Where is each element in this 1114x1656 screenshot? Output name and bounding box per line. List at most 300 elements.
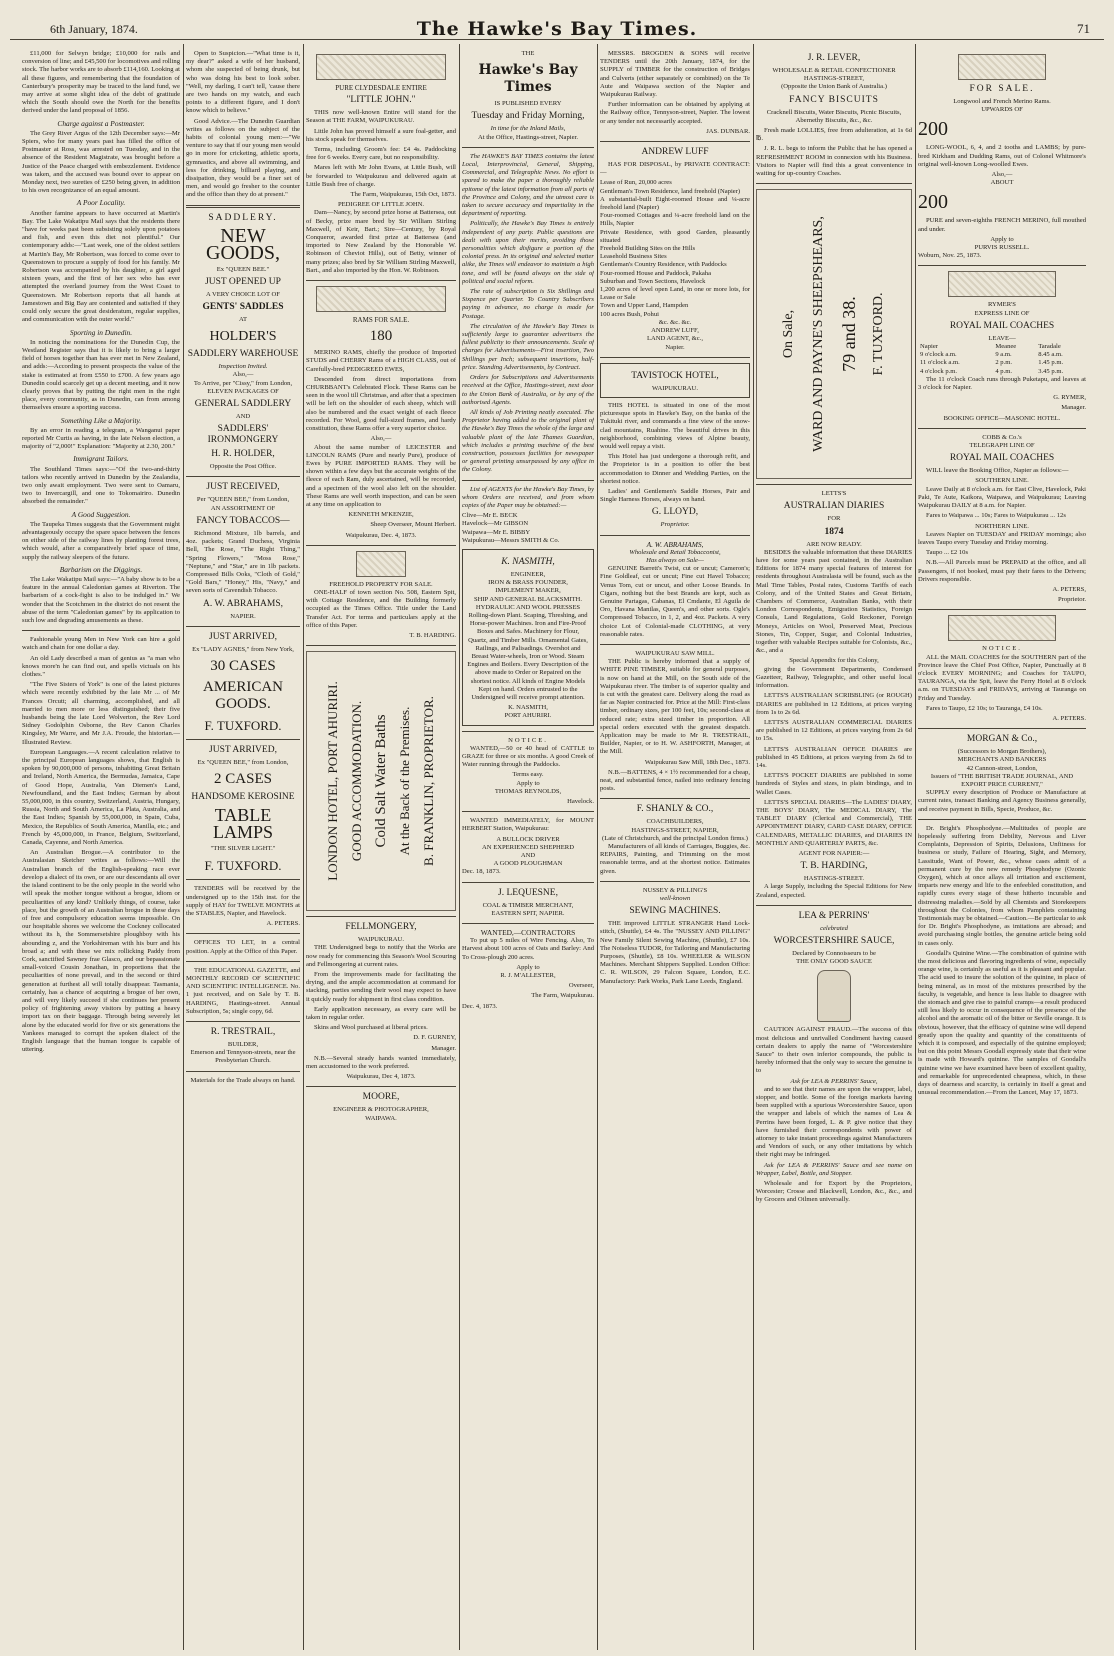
paper-title: Hawke's Bay Times [478,62,578,96]
ad-text: ENGINEER & PHOTOGRAPHER, [333,1106,429,1114]
column-rule [459,44,460,1650]
divider [756,183,912,184]
ad-text: MERINO RAMS, chiefly the produce of Imported STUDS and CHERRY Rams of a HIGH CLASS, out of Carefully-bred PEDIGREED EWES, [306,349,456,373]
news-heading: Sporting in Dunedin. [69,327,133,337]
ad-heading: NUSSEY & PILLING'S [642,886,708,894]
sauce-bottle-icon [817,970,851,1022]
ad-text: WHOLESALE & RETAIL CONFECTIONER [772,67,896,74]
ad-text: giving the Government Departments, Condensed Gazetteer, Railway, Telegraphic, and other useful local information. [756,665,912,690]
ad-signature: A. PETERS. [1052,714,1086,722]
divider [186,739,300,740]
list-item: Lease of Run, 20,000 acres [600,179,672,187]
list-item: LETTS'S POCKET DIARIES are published in some hundreds of Styles and sizes, in plain bindings, and in Wallet Cases. [756,772,912,796]
ad-text: AN ASSORTMENT OF [210,504,276,512]
divider [306,645,456,646]
ad-heading: WAIPUKURAU SAW MILL. [635,649,715,657]
divider [756,484,912,485]
divider [600,644,750,645]
ad-title: WORCESTERSHIRE SAUCE, [773,935,895,946]
ad-signature: B. FRANKLIN, PROPRIETOR. [421,696,436,867]
news-paragraph: "The Five Sisters of York" is one of the latest pictures which were recently exhibited by the late Mr ... of Mr Frances Orcutt; all charming, accomplished, and all married to men more or less distinguished; their five husbands being the late Lord Wolverton, the Rev Lord Sidney Godolphin Osborne, the Rev Canon Charles Kingsley, Mr Warre, and Mr J.A. Froude, the historian.—Illustrated Review. [22,681,180,746]
ad-text: About the same number of LEICESTER and LINCOLN RAMS (Pure and nearly Pure), produce of Ewes by PURE IMPORTED RAMS. They will be shown within a few days but the accurate weights of the fleece of each Ram, duly ascertained, will be recorded, and a specimen of the wool also left on the shoulder. These Rams are well worth inspection, and can be seen at any time on application to [306,443,456,508]
ad-text: BOOKING OFFICE—MASONIC HOTEL. [943,414,1061,422]
ad-title: LEA & PERRINS' [798,910,870,921]
ad-text: BESIDES the valuable information that these DIARIES have for some years past contained, in the Australian Editions for 1874 many special features of interest for residents throughout Australasia will be found, such as the Mail Time Tables, Postal rates, Customs Tariffs of each Colony, and of the United States and Great Britain, Chambers of Commerce, Australian Banks, with their London Correspondents, Emigration Statistics, Foreign Consuls, Land Regulations, Gold Reckoner, Foreign Moneys, Articles on Wool, Preserved Meat, Precious Stones, Tin, Copper, Sugar, and Colonial Industries, together with valuable Recipes suitable for Colonists, &c., &c., and a [756,548,912,655]
news-heading: Barbarism on the Diggings. [59,564,143,574]
list-item: 1,200 acres of level open Land, in one or more lots, for Lease or Sale [600,286,750,302]
news-paragraph: Fashionable young Men in New York can hire a gold watch and chain for one dollar a day. [22,636,180,652]
ad-number: 200 [918,118,948,141]
ad-text: THE Undersigned begs to notify that the Works are now ready for commencing this Season's Wool Scouring and Fellmongering at current rates. [306,944,456,968]
ad-text: Apply to [516,963,540,971]
ad-title: TAVISTOCK HOTEL, [631,370,719,381]
ad-title: F. SHANLY & CO., [636,804,714,815]
column-7 [918,50,1086,1650]
ad-text: Little John has proved himself a sure foal-getter, and his stock speak for themselves. [306,127,456,143]
list-item: Private Residence, with good Garden, pleasantly situated [600,228,750,244]
list-item: Freehold Building Sites on the Hills [600,245,696,253]
ad-signature: F. TUXFORD. [871,292,886,376]
ad-heading: NOTICE. [508,736,548,744]
ad-text: Proprietor. [660,521,690,529]
paper-paragraph: The rate of subscription is Six Shillings and Sixpence per Quarter. To Country Subscribers paying in advance, no charge is made for Postage. [462,288,594,320]
ad-text: PORT AHURIRI. [504,712,552,720]
ad-text: THIS now well-known Entire will stand for the Season at THE FARM, WAIPUKURAU. [306,109,456,125]
ad-text: (Opposite the Union Bank of Australia.) [781,83,887,91]
ad-text: HYDRAULIC AND WOOL PRESSES [475,603,581,611]
ad-heading: RAMS FOR SALE. [352,316,410,325]
divider [600,798,750,799]
paper-paragraph: The HAWKE'S BAY TIMES contains the latest Local, Interprovincial, General, Shipping, Commercial, and Telegraphic News. No effort is spared to make the paper a thoroughly reliable epitome of the latest information from all parts of the Province and Colony, and the utmost care is taken to secure accuracy and impartiality in the department of reporting. [462,152,594,218]
ad-signature: G. RYMER, [1053,394,1086,402]
ad-title: HOLDER'S [209,329,277,345]
sheepshears-text [774,216,894,452]
ad-text: A large Supply, including the Special Editions for New Zealand, expected. [756,883,912,899]
ad-text: Manufacturers of all kinds of Carriages, Buggies, &c. REPAIRS, Painting, and Trimming on the most reasonable terms, and at the shortest notice. Estimates given. [600,843,750,875]
page-number: 71 [1077,21,1090,36]
agent-line: Havelock—Mr GIBSON [462,520,529,528]
news-paragraph: The Grey River Argus of the 12th December says:—Mr Spiers, who for many years past has filled the office of Postmaster at Ross, was arrested on Tuesday, and in the absence of the Resident Magistrate, was brought before a Justice of the Peace charged with embezzlement. Evidence was taken, and the accused was bound over to appear on Monday next, two sureties of £250 being given, in addition to his own recognizance of an equal amount. [22,129,180,195]
ad-text: Manager. [1061,404,1086,412]
ad-title: NEW GOODS, [206,224,280,264]
divider [306,916,456,917]
sheep-engraving [958,54,1046,80]
news-paragraph: In noticing the nominations for the Dunedin Cup, the Westland Register says that it is likely to bring a larger field of horses together than has ever met in New Zealand, and adds:—According to present prospects the value of the stake is estimated at from £550 to £700. A few years ago Dunedin could scarcely get up a decent meeting, and it now clearly proves that by putting the right men in the right place, every community, as in Dunedin, can from among themselves ensure a sporting success. [22,338,180,412]
news-heading: A Poor Locality. [76,198,126,208]
ad-text: To Arrive, per "Cissy," from London, [193,379,293,387]
ad-text: JUST OPENED UP [205,276,281,287]
ad-text: Inspection Invited. [218,363,268,371]
divider [918,265,1086,266]
ad-text: At the Back of the Premises. [397,706,412,856]
list-item: Town and Upper Land, Hampden [600,302,689,310]
ad-text: GENTS' SADDLES [202,302,284,313]
ad-heading: JUST ARRIVED, [209,744,277,755]
ad-signature: JAS. DUNBAR. [706,127,750,135]
ad-text: Rolling-down Plant. Scaping, Threshing, and Horse-power Machines. Iron and Fire-Proof Boxes and Safes. Machinery for Flour, Quartz, and Timber Mills. Ornamental Gates, Railings, and Palisadings. Overshot and Breast Water-wheels, Iron or Wood. Steam Engines and Boilers. Every Description of the above made to Order or Repaired on the shortest notice. All kinds of Engine Models Kept on hand. Orders entrusted to the Undersigned will receive prompt attention. [467,611,589,701]
ad-title: MORGAN & Co., [966,734,1038,745]
paper-paragraph: The circulation of the Hawke's Bay Times is sufficiently large to guarantee advertisers the fullest publicity to their announcements. Scale of charges for Advertisements—First insertion, Two Shillings per Inch; subsequent insertions, half-price. Standing Advertisements, by Contract. [462,322,594,371]
ad-text: THE improved LITTLE STRANGER Hand Lock-stitch, (Shuttle), £4 4s. The "NUSSEY AND PILLING" New Family Silent Sewing Machine, (Shuttle), £7 10s. The Noiseless TUDOR, for Tailoring and Manufacturing Purposes, (Shuttle), £8 10s. WHEELER & WILSON Machines. Merchant Shippers Supplied. London Office: C. R. WILSON, 29 Falcon Square, London, E.C. Manufactory: Park Works, Park Lane Leeds, England. [600,920,750,985]
ad-text: COACHBUILDERS, [646,818,704,826]
ad-signature: T. B. HARDING. [409,631,456,639]
ad-text: IMPLEMENT MAKER, [495,587,561,595]
agent-line: Waipukurau—Messrs SMITH & Co. [462,536,560,544]
ad-text: In time for the Inland Mails, [490,125,566,133]
ad-title: LONDON HOTEL, PORT AHURIRI. [325,681,340,881]
ad-text: IS PUBLISHED EVERY [494,100,562,108]
ad-text: Woburn, Nov. 25, 1873. [918,252,982,260]
list-item: A substantial-built Eight-roomed House and ¼-acre freehold land (Napier) [600,195,750,212]
ad-text: ARE NOW READY. [806,540,862,548]
ad-text: Tuesday and Friday Morning, [471,111,585,122]
ad-text: SHIP AND GENERAL BLACKSMITH. [474,595,582,603]
divider [186,476,300,477]
ad-text: Wholesale and for Export by the Proprietors, Worcester; Crosse and Blackwell, London, &c., &c., and by Grocers and Oilmen universally. [756,1180,912,1204]
divider [462,811,594,812]
ad-number: 1874 [824,526,844,537]
ad-text: MESSRS. BROGDEN & SONS will receive TENDERS until the 20th January, 1874, for the SUPPLY of TIMBER for the construction of Bridges and Culverts (either separately or combined) on the Te Aute and Waipawa section of the Napier and Waipukurau Railway. [600,50,750,99]
ad-heading: JUST ARRIVED, [209,631,277,642]
table-cell: 9 a.m. [995,351,1012,359]
paper-paragraph: Orders for Subscriptions and Advertisements received at the Office, Hastings-street, next door to the Union Bank of Australia, or by any of the authorised Agents. [462,374,594,406]
list-item: Four-roomed House and Paddock, Pakaha [600,269,712,277]
table-row [918,359,1086,367]
table-cell: 4 p.m. [995,367,1013,375]
ad-text: Waipukurau, Dec 4, 1873. [346,1073,416,1081]
ad-title: MOORE, [362,1092,400,1103]
ad-title: WARD AND PAYNE'S SHEEPSHEARS, [811,216,826,453]
ad-text: Overseer, [568,982,594,990]
ad-text: N.B.—Several steady hands wanted immediately, men accustomed to the work preferred. [306,1054,456,1070]
column-rule [303,44,304,1650]
ad-text: TENDERS will be received by the undersigned up to the 15th inst. for the supply of HAY for TWELVE MONTHS at the STABLES, Napier, and Havelock. [186,885,300,917]
ad-text: ELEVEN PACKAGES OF [207,387,279,395]
list-item: LETTS'S SPECIAL DIARIES—The LADIES' DIARY, THE BOYS' DIARY, The MEDICAL DIARY, The TABLET DIARY (Clerical and Commercial), THE APPOINTMENT DIARY, CARD CASE DIARY, OFFICE CALENDARS, METALLIC DIARIES, and DIARIES IN MONTHLY AND QUARTERLY PARTS, &c. [756,798,912,847]
divider [462,147,594,148]
london-hotel-text [321,681,441,880]
table-row [918,351,1086,359]
list-item: LETTS'S AUSTRALIAN SCRIBBLING (or ROUGH) DIARIES are published in 12 Editions, at prices varying from 1s to 2s 6d. [756,692,912,716]
ad-text: Ladies' and Gentlemen's Saddle Horses, Pair and Single Harness Horses, always on hand. [600,487,750,504]
ad-text: HANDSOME KEROSINE [191,792,295,803]
news-paragraph: By an error in reading a telegram, a Wanganui paper reported Mr Curtis as having, in the late Nelson election, a majority of "2,000!" Explanation: "Majority at 2.30, 200." [22,426,180,451]
ad-text: Taupo ... £2 10s [926,549,969,557]
ad-number: 200 [918,191,948,214]
ad-text: Apply to [516,779,540,787]
timetable [918,343,1086,376]
ad-heading: SADDLERY. [208,212,278,223]
divider [600,357,750,358]
ad-text: Proprietor. [1057,596,1086,604]
ad-number: 79 and 38. [839,296,859,372]
paper-paragraph: Politically, the Hawke's Bay Times is entirely independent of any party. Public questions are dealt with upon their merits, avoiding those personalities which disfigure a portion of the colonial press. In its original and selected matter alike, the Times will endeavor to maintain a high tone, and will be found always on the side of political and social reform. [462,220,594,285]
news-paragraph: £11,000 for Selwyn bridge; £10,000 for rails and conversion of line; and £45,500 for locomotives and rolling stock. The harbor works are to absorb £114,160. Looking at all these figures, and remembering that the foundation of Canterbury's prosperity may be traced to the land fund, we may arrive at some slight idea of the debt of gratitude which the South should owe the North for the benefits derived under the land proposal of 1856. [22,50,180,115]
column-5 [600,50,750,1650]
ad-title: 30 CASES [210,657,276,674]
ad-text: The Farm, Waipukurau. [531,992,594,1000]
ad-title: TABLE LAMPS [212,805,274,843]
table-cell: 11 o'clock a.m. [920,359,960,367]
ad-text: Sheep Overseer, Mount Herbert. [370,521,456,529]
ad-text: Richmond Mixture, 1lb barrels, and 4oz. packets; Grand Duchess, Virginia Bell, The Rose, "The Right Thing," "Spring Flowers," "Moss Rose," "Neptune," and "Star," are in 1lb packets. Compressed Bills Ooks, "Cloth of Gold," "Gold Bars," "Honey," His, "Navy," and seven sorts of Cavendish Tobacco. [186,529,300,595]
issue-date: 6th January, 1874. [50,22,138,36]
ad-text: UPWARDS OF [981,106,1023,114]
house-engraving [356,551,406,577]
nasmith-ad [462,549,594,726]
news-paragraph: Open to Suspicion.—"What time is it, my dear?" asked a wife of her husband, whom she suspected of being drunk, but who was doing his best to look sober. "Well, my darling, I can't tell, 'cause there are two hands on my watch, and each points to a different figure, and I don't know which to believe." [186,50,300,115]
ad-text: THE ONLY GOOD SAUCE [796,958,872,966]
table-header: Napier [920,343,938,351]
table-header: Meanee [995,343,1017,351]
column-news [22,50,180,1650]
ad-text: N.B.—All Parcels must be PREPAID at the office, and all Passengers, if not booked, must pay their fares to the Drivers; Drivers responsible. [918,559,1086,583]
ad-text: Leaves Napier on TUESDAY and FRIDAY mornings; also leaves Taupo every Tuesday and Friday morning. [918,530,1086,546]
ad-title: AUSTRALIAN DIARIES [783,501,885,512]
news-paragraph: Another famine appears to have occurred at Martin's Bay. The Lake Wakatipu Mail says that the residents there "have for weeks past been subsisting solely upon potatoes and fish, and even this diet not plentiful." Our contemporary adds:—"Last week, one of the oldest settlers at Martin's Bay, Mr Robertson, was forced to come over to Queenstown to procure a supply of food for his family. Mr Robertson was accompanied by his daughter, a girl aged sixteen years, and the first of her sex who has ever attempted the overland journey from the West Coast to Queenstown. Mr Robertson reports that all hands at Jamestown and Big Bay are contented and satisfied if they could only secure the great desideratum, regular supplies, and communication with the outer world." [22,209,180,324]
ad-text: To put up 5 miles of Wire Fencing. Also, To Harvest about 100 acres of Oats and Barley: And To Cross-plough 200 acres. [462,937,594,961]
column-rule [753,44,754,1650]
ad-heading: NOTICE. [982,645,1022,653]
ad-heading: LETTS'S [821,490,847,498]
ad-title: ANDREW LUFF [641,147,709,158]
divider [918,819,1086,820]
ad-text: Mares left with Mr John Evans, at Little Bush, will be forwarded to Waipukurau and delivered again at Little Bush free of charge. [306,164,456,188]
horse-engraving [316,54,446,80]
masthead [10,20,1104,40]
ad-signature: F. TUXFORD. [204,717,282,733]
ad-signature: KENNETH M'KENZIE, [348,511,414,519]
ad-heading: JUST RECEIVED, [206,482,280,493]
ad-heading: WANTED,—CONTRACTORS [480,928,576,938]
ad-text: and to see that their names are upon the wrapper, label, stopper, and bottle. Some of the foreign markets having been supplied with a spurious Worcestershire Sauce, upon the wrapper and labels of which the names of Lea & Perrins have been forged, L. & P. give notice that they have furnished their correspondents with power of attorney to take instant proceedings against Manufacturers and Vendors of such, or any other imitations by which their right may be infringed. [756,1085,912,1159]
ad-signature: A. PETERS. [266,920,300,928]
news-paragraph: The Lake Wakatipu Mail says:—"A baby show is to be a feature in the annual Caledonian games at Riverton. The barbarism of a cock-fight is also to be indulged in." We wonder that the Scotchmen in the district do not resent the abuse of the term "Caledonian games" by its application to such low and degrading amusements as these. [22,575,180,624]
ad-text: N.B.—BATTENS, 4 × 1½ recommended for a cheap, neat, and substantial fence, nailed into ordinary fencing posts. [600,768,750,793]
ad-number: 180 [369,328,393,345]
column-6 [756,50,912,1650]
ad-title: SEWING MACHINES. [629,906,721,917]
ad-text: ABOUT [990,179,1014,187]
ad-text: Longwool and French Merino Rams. [953,98,1051,105]
ad-text: Apply to [990,235,1014,243]
ad-text: Waipukurau Saw Mill, 18th Dec., 1873. [644,758,750,766]
table-cell: 4 o'clock p.m. [920,367,958,375]
ad-heading: COBB & Co.'s [982,433,1022,441]
ad-text: SOUTHERN LINE. [975,477,1029,485]
ad-text: Fares to Waipawa ... 10s; Fares to Waipukurau ... 12s [926,512,1066,520]
sheepshears-ad [756,189,912,479]
table-cell: 3.45 p.m. [1038,367,1064,375]
paper-paragraph: All kinds of Job Printing neatly executed. The Proprietor having added to the original plant of the Hawke's Bay Times the whole of the large and valuable plant of the late Thames Guardian, which includes a printing machine of the best construction, possesses facilities for newspaper or general printing unsurpassed by any office in the Colony. [462,408,594,474]
ad-title: AMERICAN GOODS. [202,678,283,712]
divider [22,630,180,631]
ad-text: AN EXPERIENCED SHEPHERD [482,843,574,851]
ad-title: R. TRESTRAIL, [210,1026,276,1037]
ad-signature: A. PETERS, [1052,585,1086,593]
ad-text: From the improvements made for facilitating the drying, and the ample accommodation at command for stacking, parties sending their wool may expect to have it quickly ready for shipment in first class condition. [306,970,456,1003]
news-paragraph: The Southland Times says:—"Of the two-and-thirty tailors who recently arrived in Dunedin by the Zealandia, two only await employment. Two were sent to Oamaru, two to Invercargill, and one to Tokomairiro. Dunedin absorbed the remainder." [22,465,180,506]
coach-engraving [948,271,1056,297]
ad-signature: R. J. M'ALLESTER, [500,972,556,980]
ad-text: "THE SILVER LIGHT." [210,845,276,853]
ad-title: FANCY BISCUITS [789,94,879,105]
ad-text: AND [520,852,536,860]
ad-text: Early application necessary, as every care will be taken in regular order. [306,1005,456,1021]
list-item: Gentleman's Country Residence, with Paddocks [600,261,727,269]
london-hotel-ad [306,651,456,911]
divider [186,205,300,208]
list-item: Leasehold Business Sites [600,253,667,261]
ad-text: Also,— [991,171,1013,179]
list-item: &c. &c. &c. [658,318,692,326]
ad-text: BUILDER, [227,1040,259,1048]
ad-text: Dec. 18, 1873. [462,868,501,876]
ad-text: WAIPAWA. [365,1114,397,1122]
news-heading: Something Like a Majority. [60,415,142,425]
ad-signature: T. B. HARDING, [800,861,868,872]
ad-text: (Successors to Morgan Brothers), [957,748,1047,756]
ad-text: Terms, including Groom's fee: £4 4s. Paddocking free for 6 weeks. Every care, but no responsibility. [306,146,456,162]
news-heading: A Good Suggestion. [71,509,131,519]
divider [186,933,300,934]
divider [306,545,456,546]
ad-text: Ask for LEA & PERRINS' Sauce and see name on Wrapper, Label, Bottle, and Stopper. [756,1161,912,1177]
divider [600,141,750,142]
ad-text: Ex "QUEEN BEE." [216,265,270,273]
column-rule [597,44,598,1650]
ad-title: FELLMONGERY, [345,922,417,933]
ad-text: FOR [827,515,841,523]
ad-text: The 11 o'clock Coach runs through Puketapu, and leaves at 3 o'clock for Napier. [918,375,1086,392]
ad-text: TELEGRAPH LINE OF [969,442,1035,450]
ad-text: Fares to Taupo, £2 10s; to Tauranga, £4 10s. [926,704,1043,712]
ad-text: AT [238,316,248,324]
ad-text: Havelock. [567,798,594,806]
ram-engraving [316,286,446,312]
ad-text: PURE and seven-eighths FRENCH MERINO, full mouthed and under. [918,217,1086,233]
ad-text: HASTINGS-STREET, [803,75,865,83]
ad-text: WAIPUKURAU. [652,384,698,392]
divider [462,731,594,732]
ad-text: At the Office, Hastings-street, Napier. [477,133,579,141]
ad-signature: ANDREW LUFF, [651,327,699,335]
ad-title: "LITTLE JOHN." [346,95,416,106]
ad-text: Has always on Sale— [646,556,704,564]
ad-text: A VERY CHOICE LOT OF [206,290,280,298]
ad-text: Ask for LEA & PERRINS' Sauce, [790,1077,878,1085]
tavistock-banner [600,363,750,398]
ad-title: ROYAL MAIL COACHES [949,320,1055,331]
list-item: LETTS'S AUSTRALIAN COMMERCIAL DIARIES are published in 12 Editions, at prices varying from 2s 6d to 15s. [756,718,912,743]
ad-text: WANTED IMMEDIATELY, for MOUNT HERBERT Station, Waipukurau: [462,817,594,833]
ad-text: ONE-HALF of town section No. 508, Eastern Spit, with Cottage Residence, and the Building formerly occupied as the Times Office. Title under the Land Transfer Act. For terms and particulars apply at the office of this Paper. [306,588,456,629]
ad-text: ALL the MAIL COACHES for the SOUTHERN part of the Province leave the Chief Post Office, Napier, Punctually at 8 o'clock EVERY MORNING; and Coaches for TAUPO, TAURANGA, via the Spit, leave the Ferry Hotel at 8 o'clock a.m. on TUESDAYS and FRIDAYS, arriving at Tauranga on Friday and Tuesday. [918,653,1086,702]
divider [306,280,456,281]
ad-text: Further information can be obtained by applying at the Railway office, Tennyson-street, Napier. The lowest or any tender not necessarily accepted. [600,101,750,125]
ad-text: Also,— [232,371,254,379]
news-paragraph: European Languages.—A recent calculation relative to the principal European languages shows, that English is spoken by 90,000,000 of persons, inhabiting Great Britain and Ireland, North America, the Bermudas, Jamaica, Cape of Good Hope, Australia, Van Diemen's Land, Newfoundland, and the East Indies; German by about 55,000,000, in this country, Switzerland, Austria, Hungary, Russia, North and South America, La Plata, Australia, and the East Indies; Spanish by 55,000,000, in Spain, Cuba, Mexico, the Republics of South America, Manilla, etc.; and French by 45,000,000, in France, Belgium, Switzerland, Canada, Cayenne, and North America. [22,748,180,847]
ad-text: Waipukurau, Dec. 4, 1873. [345,531,417,539]
ad-heading: RYMER'S [988,301,1016,309]
ad-text: Skins and Wool purchased at liberal prices. [314,1024,428,1032]
ad-text: ENGINEER, [510,570,546,578]
ad-title: K. NASMITH, [501,556,555,567]
agents-heading: List of AGENTS for the Hawke's Bay Times, by whom Orders are received, and from whom copies of the Paper may be obtained:— [462,485,594,509]
newspaper-title: The Hawke's Bay Times. [416,18,698,40]
ad-text: GENERAL SADDLERY [194,399,292,410]
list-item: Four-roomed Cottages and ¼-acre freehold land on the Hills, Napier [600,212,750,228]
ad-text: WANTED,—50 or 40 head of CATTLE to GRAZE for three or six months. A good Creek of Water running through the Paddocks. [462,744,594,769]
ad-signature: G. LLOYD, [651,507,699,518]
ad-heading: FOR SALE. [969,84,1035,94]
table-cell: 9 o'clock a.m. [920,351,957,359]
ad-text: THE [521,50,535,57]
ad-text: MERCHANTS AND BANKERS [957,756,1047,764]
table-header: Taradale [1038,343,1061,351]
ad-text: A GOOD PLOUGHMAN [493,860,563,868]
ad-text: Ex "QUEEN BEE," from London, [197,758,289,766]
news-paragraph: An old Lady described a man of genius as "a man who knows more'n he can find out, and spells victuals on his clothes." [22,654,180,679]
table-cell: 2 p.m. [995,359,1013,367]
divider [186,1071,300,1072]
ad-text: AGENT FOR NAPIER:— [798,849,870,857]
column-3 [306,50,456,1650]
ad-text: SADDLERS' IRONMONGERY [207,424,279,446]
ad-text: CAUTION AGAINST FRAUD.—The success of this most delicious and unrivalled Condiment having caused certain dealers to apply the name of "Worcestershire Sauce" to their own inferior compounds, the public is hereby informed that the only way to secure the genuine is to [756,1026,912,1075]
ad-title: SADDLERY WAREHOUSE [187,349,299,360]
divider [918,428,1086,429]
ad-text: The Farm, Waipukurau, 15th Oct, 1873. [350,191,456,199]
ad-text: well-known [659,895,691,903]
list-item: Suburban and Town Sections, Havelock [600,277,706,285]
ad-text: Leave Daily at 8 o'clock a.m. for East Clive, Havelock, Paki Paki, Te Aute, Kaikora, Waipawa, and Waipukurau; Leaving Waipukurau DAILY at 8 a.m. for Napier. [918,485,1086,510]
column-rule [183,44,184,1650]
ad-text: GOOD ACCOMMODATION. [349,700,364,862]
ad-text: THE EDUCATIONAL GAZETTE, and MONTHLY RECORD OF SCIENTIFIC AND SCIENTIFIC INTELLIGENCE. No. 1 just received, and on Sale by T. B. HARDING, Hastings-street. Annual Subscription, 5s; single copy, 6d. [186,966,300,1015]
news-paragraph: An Australian Brogue.—A contributor to the Australasian Sketcher writes as follows:—Will the Australian branch of the English-speaking race ever develop a dialect of its own, or are our descendants all over the island continent to be the only people in the world who will speak the mother tongue without a brogue, idiom or peculiarities of any kind? Unlikely things, of course, take place, but the growth of an Australian brogue in these days of free and compulsory education seems impossible. On our hospitable shores we welcome the Cockney collocated without its h, the Sommersetshire ploughboy with his abounding z, and the Yorkshireman with his burr and his broad a; and with these we mix rollicking Paddy from Cork, sanctified Sawney frae Glasco, and our bepassionate small-voiced Cousin Jonathan, in proportions that the peculiarities of none prevail, and in the second or third generation at furthest all will totally disappear. Tasmania, certainly, has a chance of acquiring a brogue of her own, and will very likely succeed if she continues her present policy of frightening away visitors by putting a heavy import tax on their baggage. Through being severely let alone by the educated world for five or six generations the Yankees managed to corrupt the spoken dialect of the English language that the human tongue is capable of uttering. [22,849,180,1054]
ad-text: (Late of Christchurch, and the principal London firms.) [602,834,748,842]
divider [600,535,750,536]
ad-text: IRON & BRASS FOUNDER, [488,579,568,587]
list-item: 100 acres Bush, Pohui [600,310,659,318]
ad-text: SUPPLY every description of Produce or Manufacture at current rates, transact Banking and Agency Business generally, and receive payment in Bills, Specie, Produce, &c. [918,789,1086,813]
ad-text: Fresh made LOLLIES, free from adulteration, at 1s 6d ℔. [756,127,912,143]
ad-heading: FREEHOLD PROPERTY FOR SALE. [329,580,433,588]
ad-text: Wholesale and Retail Tobacconist, [629,548,721,556]
ad-text: On Sale, [781,310,796,359]
ad-text: Materials for the Trade always on hand. [190,1076,296,1084]
ad-text: EXPRESS LINE OF [974,309,1030,317]
divider [462,480,594,481]
column-rule [915,44,916,1650]
ad-signature: F. TUXFORD. [204,858,282,874]
ad-text: This Hotel has just undergone a thorough refit, and the Proprietor is in a position to offer the best accommodation to Dinner and Wedding Parties, on the shortest notice. [600,453,750,485]
ad-signature: H. R. HOLDER, [211,449,275,460]
ad-text: Goodall's Quinine Wine.—The combination of quinine with the most delicious and flavoring ingredients of wine, especially orange wine, is certainly as useful as it is pleasant and popular. The acid used to insure the solution of the quinine, in place of being mineral, as in most of the mixtures prescribed by the faculty, is vegetable, and hence is less liable to disagree with the stomach and give rise to painful cramps—a result produced still less likely to occur in consequence of the presence of the alcohol and the aromatic oil of the bitter or Seville orange. It is obvious, however, that the efficacy of quinine wine will depend greatly upon the quality and quantity of the constituents of which it is composed, and especially of the quinine employed; but on this point Messrs Goodall expressly state that their wine is made with Howard's quinine. The samples of Goodall's quinine wine we have examined have been of excellent quality, and remarkable for unprecedented cheapness, which, in these days of dearness and scarcity, is certainly in itself a great and unusual recommendation.—From the Lancet, May 17, 1873. [918,949,1086,1097]
ad-text: Emerson and Tennyson-streets, near the Presbyterian Church. [190,1049,296,1065]
ad-text: Terms easy. [512,771,544,779]
list-item: Gentleman's Town Residence, land freehold (Napier) [600,187,741,195]
ad-text: Ex "LADY AGNES," from New York, [192,645,294,653]
ad-text: Dr. Bright's Phosphodyne.—Multitudes of people are hopelessly suffering from Debility, Nervous and Liver Complaints, Depression of Spirits, Delusions, Unfitness for business or study, Failure of Hearing, Sight, and Memory, Lassitude, Want of Power, &c., whose cases admit of a permanent cure by the new remedy Phosphodyne (Ozonic Oxygen), which at once allays all irritation and excitement, imparts new energy and life to the enfeebled constitution, and rapidly cures every stage of these hitherto incurable and distressing maladies.—Sold by all Chemists and Storekeepers throughout the Colonies, from whom Pamphlets containing Testimonials may be obtained.—Caution.—Be particular to ask for Dr. Bright's Phosphodyne, as imitations are abroad; and avoid purchasing single bottles, the genuine article being sold in cases only. [918,824,1086,947]
ad-text: Declared by Connoisseurs to be [792,949,876,957]
ad-text: Descended from direct importations from CHURBBANT's Celebrated Flock. These Rams can be seen in the wool till Christmas, and after that a specimen will be left on the shoulder of each sheep, which will also be numbered and the exact weight of each fleece recorded. For Wool, good full-sized frames, and hardy constitution, these Rams offer a very superior choice. [306,375,456,433]
ad-text: AND [235,413,251,421]
ad-text: Manager. [431,1044,456,1052]
column-2 [186,50,300,1650]
divider [462,882,594,883]
